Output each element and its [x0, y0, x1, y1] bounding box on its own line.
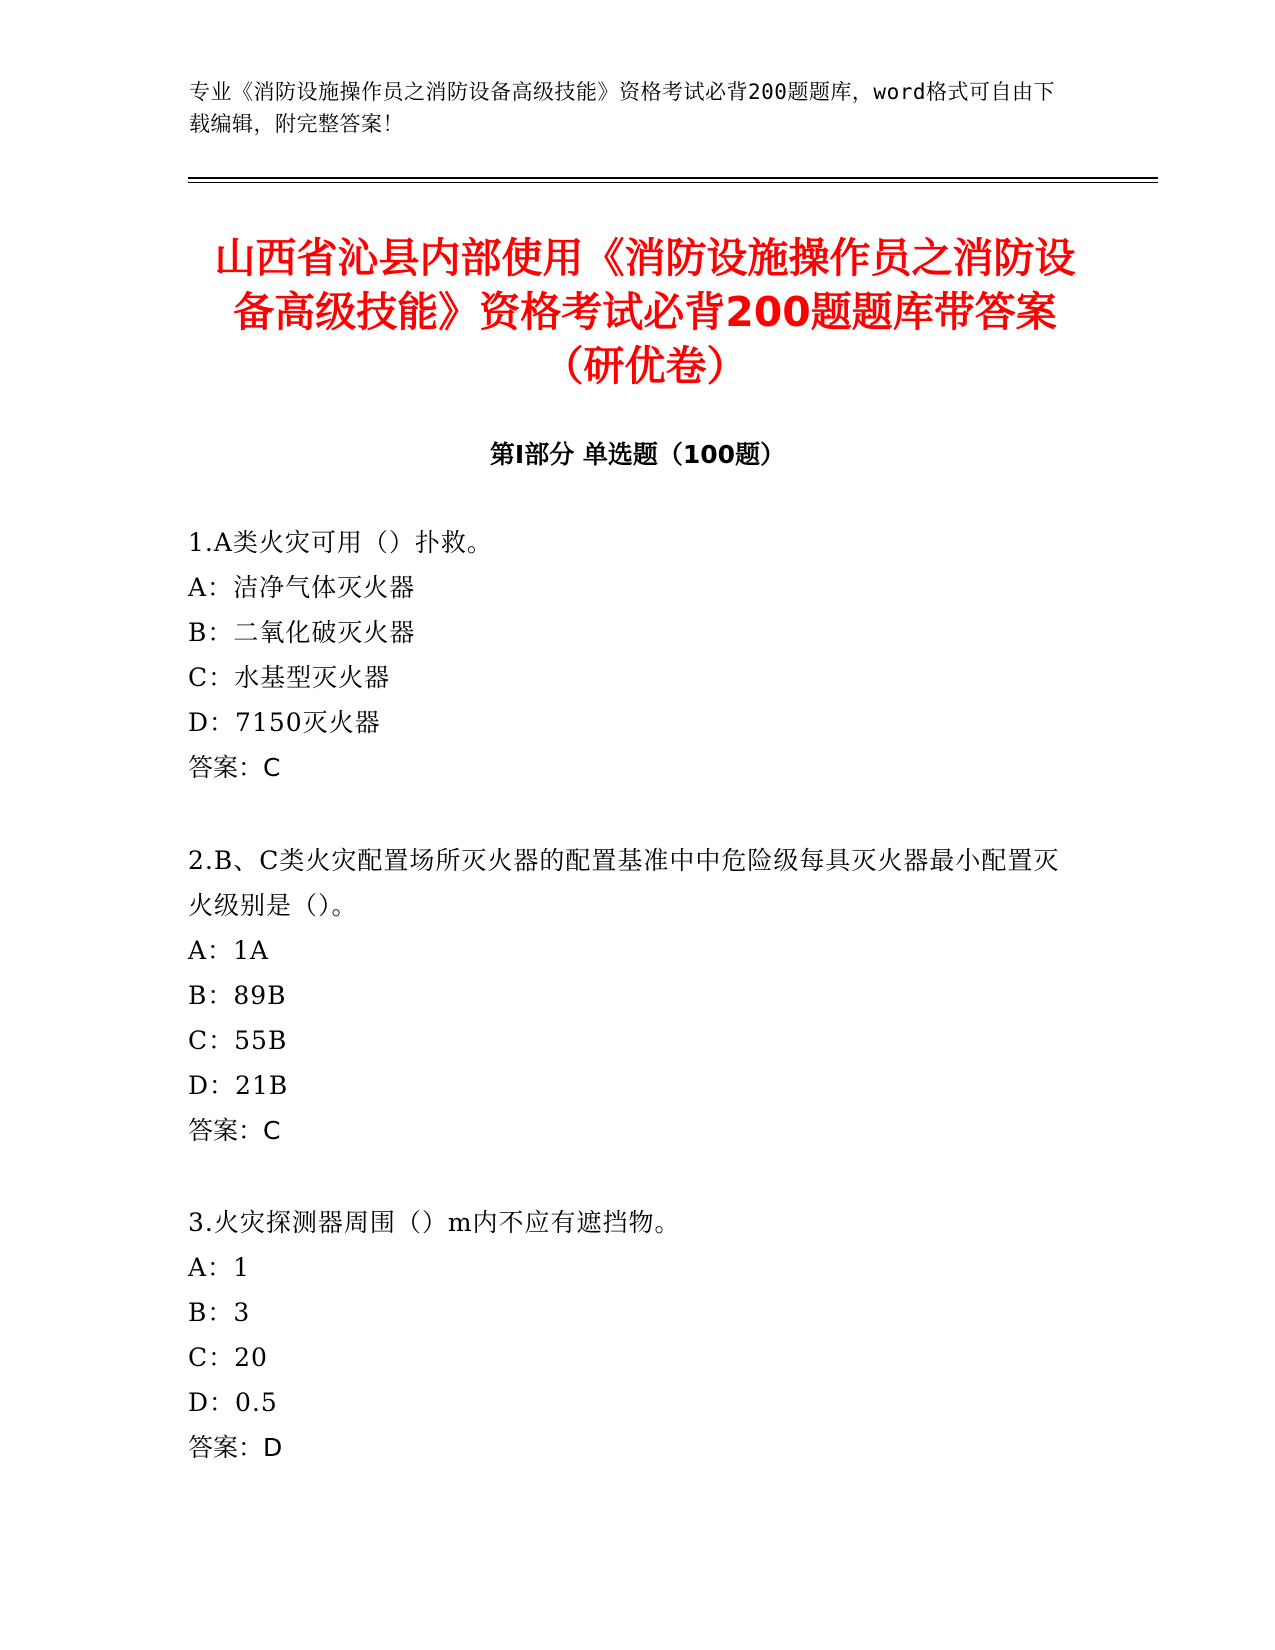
- option-c: [188, 655, 1078, 700]
- option-label: B：: [188, 1298, 234, 1327]
- header-divider-thin: [188, 182, 1158, 183]
- option-text: 3: [233, 1298, 251, 1327]
- question-1: [188, 520, 1078, 790]
- option-c: [188, 1018, 1078, 1063]
- question-3: [188, 1200, 1078, 1470]
- option-label: D：: [188, 708, 236, 737]
- question-stem: 2.B、C类火灾配置场所灭火器的配置基准中中危险级每具灭火器最小配置灭火级别是（）。: [188, 846, 1060, 920]
- option-label: C：: [188, 1026, 235, 1055]
- option-label: B：: [188, 618, 234, 647]
- option-a: [188, 565, 1078, 610]
- option-b: [188, 973, 1078, 1018]
- option-d: [188, 1380, 1078, 1425]
- option-text: 1A: [233, 936, 270, 965]
- option-label: C：: [188, 663, 235, 692]
- option-text: 水基型灭火器: [234, 663, 391, 692]
- option-a: [188, 928, 1078, 973]
- question-stem: 1.A类火灾可用（）扑救。: [188, 528, 493, 557]
- option-text: 洁净气体灭火器: [233, 573, 416, 602]
- option-label: A：: [188, 573, 234, 602]
- answer-line: 答案：C: [188, 1116, 281, 1145]
- option-label: A：: [188, 1253, 234, 1282]
- option-text: 二氧化破灭火器: [233, 618, 416, 647]
- option-b: [188, 610, 1078, 655]
- option-b: [188, 1290, 1078, 1335]
- option-label: D：: [188, 1071, 236, 1100]
- question-2: [188, 838, 1078, 1153]
- question-stem: 3.火灾探测器周围（）m内不应有遮挡物。: [188, 1208, 681, 1237]
- option-text: 7150灭火器: [235, 708, 381, 737]
- option-label: B：: [188, 981, 234, 1010]
- answer-line: 答案：D: [188, 1433, 283, 1462]
- option-d: [188, 700, 1078, 745]
- option-text: 20: [234, 1343, 268, 1372]
- option-c: [188, 1335, 1078, 1380]
- option-d: [188, 1063, 1078, 1108]
- header-note: 专业《消防设施操作员之消防设备高级技能》资格考试必背200题题库，word格式可自由下载编辑，附完整答案！: [189, 80, 1055, 136]
- option-label: D：: [188, 1388, 236, 1417]
- option-text: 21B: [235, 1071, 289, 1100]
- option-text: 89B: [233, 981, 287, 1010]
- option-text: 0.5: [235, 1388, 278, 1417]
- header-divider-thick: [188, 177, 1158, 179]
- section-heading: 第I部分 单选题（100题）: [489, 440, 786, 469]
- option-a: [188, 1245, 1078, 1290]
- answer-line: 答案：C: [188, 753, 281, 782]
- option-text: 55B: [234, 1026, 288, 1055]
- document-title: 山西省沁县内部使用《消防设施操作员之消防设备高级技能》资格考试必背200题题库带答案（研优卷）: [214, 234, 1076, 390]
- option-label: C：: [188, 1343, 235, 1372]
- option-text: 1: [233, 1253, 250, 1282]
- option-label: A：: [188, 936, 234, 965]
